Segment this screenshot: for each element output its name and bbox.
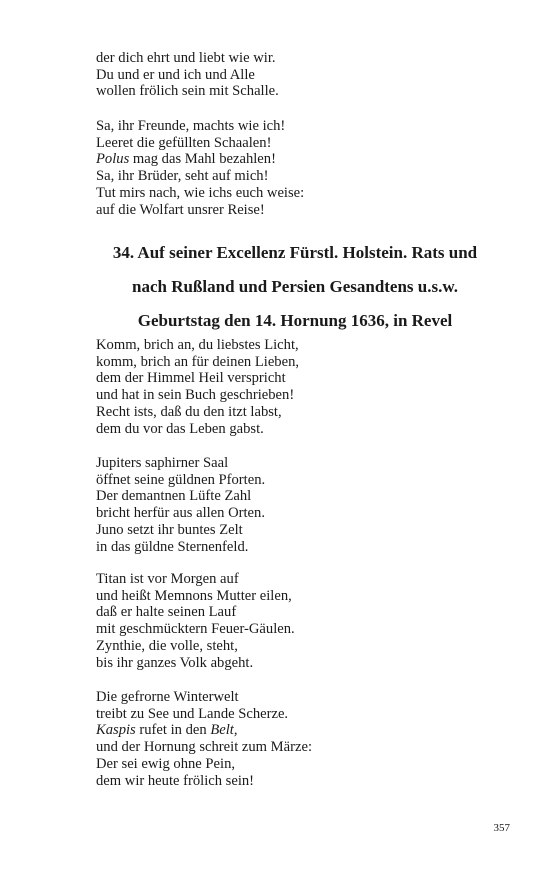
poem-line: dem wir heute frölich sein! bbox=[96, 772, 255, 789]
poem-line: und heißt Memnons Mutter eilen, bbox=[96, 587, 292, 604]
poem-line: Polus mag das Mahl bezahlen! bbox=[96, 151, 276, 168]
page-number: 357 bbox=[493, 822, 510, 834]
poem-line: daß er halte seinen Lauf bbox=[96, 604, 237, 621]
poem-line: Komm, brich an, du liebstes Licht, bbox=[96, 337, 299, 353]
poem-line: Kaspis rufet in den Belt, bbox=[96, 722, 238, 739]
poem-line: Sa, ihr Freunde, machts wie ich! bbox=[96, 118, 286, 134]
poem-stanza bbox=[96, 118, 516, 218]
poem-line: Titan ist vor Morgen auf bbox=[96, 571, 239, 587]
poem-stanza bbox=[96, 689, 516, 789]
poem-title-line-1: 34. Auf seiner Excellenz Fürstl. Holstein. Rats und bbox=[112, 243, 478, 262]
poem-title-line-3: Geburtstag den 14. Hornung 1636, in Revel bbox=[137, 311, 453, 330]
poem-line: bis ihr ganzes Volk abgeht. bbox=[96, 654, 254, 671]
poem-line: Zynthie, die volle, steht, bbox=[96, 637, 238, 654]
poem-stanza bbox=[96, 50, 516, 100]
poem-line: komm, brich an für deinen Lieben, bbox=[96, 353, 300, 370]
poem-line: Du und er und ich und Alle bbox=[96, 66, 255, 83]
poem-line: und hat in sein Buch geschrieben! bbox=[96, 387, 295, 404]
poem-line: Sa, ihr Brüder, seht auf mich! bbox=[96, 168, 269, 185]
poem-line: dem du vor das Leben gabst. bbox=[96, 420, 264, 437]
poem-title-line-2: nach Rußland und Persien Gesandtens u.s.w. bbox=[132, 277, 458, 296]
poem-line: auf die Wolfart unsrer Reise! bbox=[96, 201, 265, 218]
poem-line: treibt zu See und Lande Scherze. bbox=[96, 705, 289, 722]
poem-line: Der sei ewig ohne Pein, bbox=[96, 755, 236, 772]
poem-line: und der Hornung schreit zum Märze: bbox=[96, 739, 312, 756]
poem-stanza bbox=[96, 571, 516, 671]
poem-line: Tut mirs nach, wie ichs euch weise: bbox=[96, 184, 305, 201]
poem-line: öffnet seine güldnen Pforten. bbox=[96, 471, 266, 488]
poem-line: der dich ehrt und liebt wie wir. bbox=[96, 50, 276, 66]
poem-line: Leeret die gefüllten Schaalen! bbox=[96, 134, 272, 151]
poem-line: Der demantnen Lüfte Zahl bbox=[96, 488, 252, 505]
poem-stanza bbox=[96, 337, 516, 437]
poem-line: Jupiters saphirner Saal bbox=[96, 455, 229, 471]
poem-line: bricht herfür aus allen Orten. bbox=[96, 505, 265, 522]
poem-line: Juno setzt ihr buntes Zelt bbox=[96, 521, 243, 538]
poem-line: dem der Himmel Heil verspricht bbox=[96, 370, 286, 387]
poem-line: mit geschmücktern Feuer-Gäulen. bbox=[96, 621, 295, 638]
poem-line: in das güldne Sternenfeld. bbox=[96, 538, 249, 555]
poem-line: wollen frölich sein mit Schalle. bbox=[96, 83, 279, 100]
poem-stanza bbox=[96, 455, 516, 555]
poem-line: Recht ists, daß du den itzt labst, bbox=[96, 403, 282, 420]
poem-line: Die gefrorne Winterwelt bbox=[96, 689, 239, 705]
